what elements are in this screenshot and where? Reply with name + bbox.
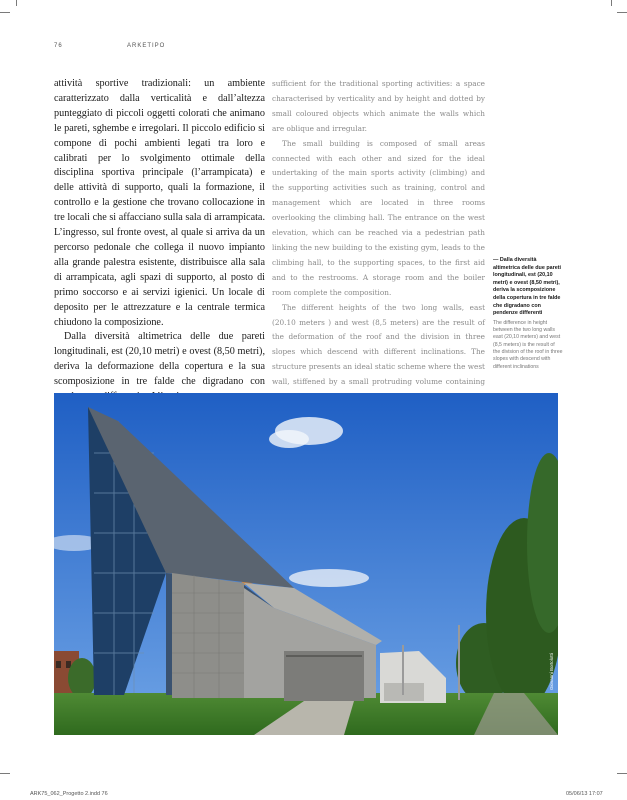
crop-mark bbox=[0, 12, 10, 13]
crop-mark bbox=[0, 773, 10, 774]
climbing-hall-photo bbox=[54, 393, 558, 735]
building-photo bbox=[54, 393, 558, 735]
boulder-edge bbox=[286, 655, 362, 657]
crop-mark bbox=[617, 773, 627, 774]
crop-mark bbox=[16, 0, 17, 6]
cloud bbox=[289, 569, 369, 587]
caption-english: The difference in height between the two long walls east (20,10 meters) and west (8,5 meters) is the result of the division of the roof in three slopes with descend with different inclinations bbox=[493, 319, 563, 370]
boulder-volume bbox=[284, 651, 364, 701]
light-pole bbox=[458, 625, 460, 700]
photo-credit: Giovanni Bortolotti bbox=[549, 653, 554, 690]
italian-paragraph: Dalla diversità altimetrica delle due pareti longitudinali, est (20,10 metri) e ovest (8,50 metri), deriva la deformazione della copertura e la sua scomposizione in tre falde che digradano con bbox=[54, 331, 265, 388]
light-pole bbox=[402, 645, 404, 695]
page-header bbox=[54, 43, 166, 49]
english-paragraph: sufficient for the traditional sporting activities: a space characterised by verticality and by height and dotted by small coloured objects which animate the walls which are oblique and irregular. bbox=[272, 79, 485, 133]
footer-file: ARK75_062_Progetto 2.indd 76 bbox=[30, 791, 108, 797]
italian-paragraph: attività sportive tradizionali: un ambiente caratterizzato dalla verticalità e dall’altezza punteggiato di piccoli oggetti colorati che animano le pareti, sghembe e irregolari. Il piccolo edificio si compone di pochi ambienti legati tra loro e calibrati per lo svolgimento ottimale della disciplina sportiva principale (l’arrampicata) e delle attività di supporto, quali la formazione, il controllo e la gestione che trovano collocazione in tre locali che si affacciano sulla sala di arrampicata. L’ingresso, sul fronte ovest, al quale si arriva da un percorso pedonale che collega il nuovo impianto alla grande palestra esistente, distribuisce alla sala di arrampicata, agli spazi di supporto, al posto di primo soccorso e ai servizi igienici. Un locale di deposito per le attrezzature e la centrale termica chiudono la composizione. bbox=[54, 78, 265, 328]
photo-caption bbox=[493, 257, 563, 371]
cloud bbox=[269, 430, 309, 448]
caption-italian: — Dalla diversità altimetrica delle due pareti longitudinali, est (20,10 metri) e ovest (8,50 metri), deriva la scomposizione della copertura in tre falde che digradano con pendenze differenti bbox=[493, 257, 562, 317]
magazine-name: ARKETIPO bbox=[127, 43, 166, 49]
window bbox=[56, 661, 61, 668]
crop-mark bbox=[611, 0, 612, 6]
english-paragraph: The different heights of the two long walls, east (20.10 meters ) and west (8,5 meters) are the result of the deformation of the roof and the division in three slopes which descend with different inclinations. The structure presents an ideal static scheme where the west wall, stiffened by a small protruding volume containing bbox=[272, 302, 485, 387]
english-paragraph: The small building is composed of small areas connected with each other and sized for the ideal undertaking of the main sports activity (climbing) and the supporting activities such as training, control and management which are located in three rooms overlooking the climbing hall. The entrance on the west elevation, which can be reached via a pedestrian path linking the new building to the existing gym, leads to the climbing hall, to the supporting spaces, to the first aid and to the restrooms. A storage room and the boiler room complete the composition. bbox=[272, 138, 485, 297]
concrete-wall bbox=[172, 573, 244, 698]
crop-mark bbox=[617, 12, 627, 13]
page-number: 76 bbox=[54, 43, 63, 49]
tree bbox=[68, 658, 96, 698]
footer-datetime: 05/06/13 17:07 bbox=[566, 791, 603, 797]
window bbox=[66, 661, 71, 668]
